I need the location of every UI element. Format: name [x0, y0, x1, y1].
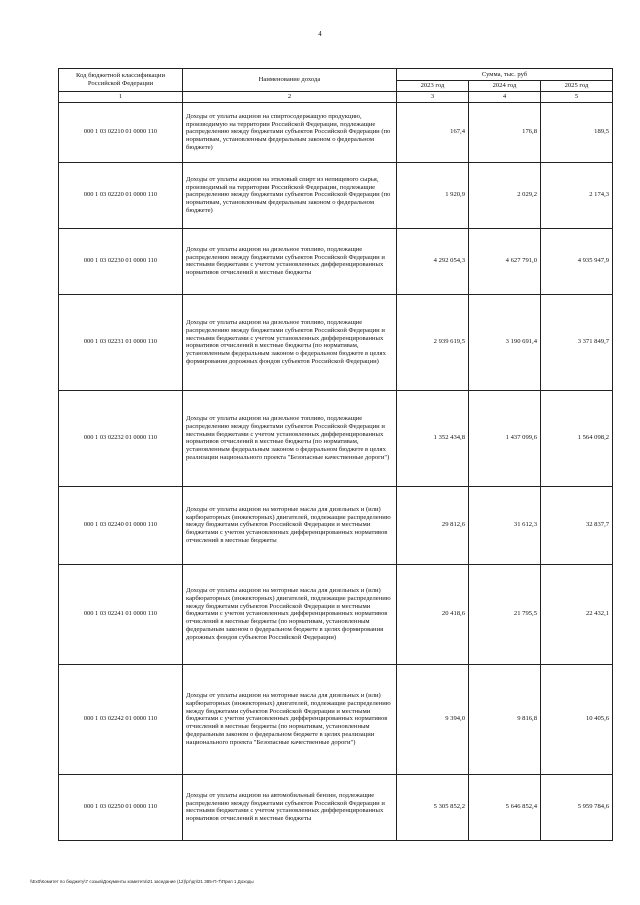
- row-value-2023: 29 812,6: [397, 486, 469, 564]
- table-row: [59, 390, 613, 486]
- row-value-2024: 3 190 691,4: [469, 294, 541, 390]
- column-number: 3: [397, 92, 469, 103]
- row-value-2024: 2 029,2: [469, 162, 541, 228]
- header-sum: Сумма, тыс. руб: [397, 69, 613, 81]
- revenue-table: [58, 68, 613, 841]
- column-number: 2: [183, 92, 397, 103]
- table-row: [59, 664, 613, 774]
- row-name: Доходы от уплаты акцизов на моторные масла для дизельных и (или) карбюраторных (инжекторных) двигателей, подлежащие распределению между бюджетами субъектов Российской Федерации и местными бюджетами с учетом установленных дифференцированных нормативов отчислений в местные бюджеты: [183, 486, 397, 564]
- column-number: 5: [541, 92, 613, 103]
- row-name: Доходы от уплаты акцизов на дизельное топливо, подлежащие распределению между бюджетами субъектов Российской Федерации и местными бюджетами с учетом установленных дифференцированных нормативов отчислений в местные бюджеты: [183, 228, 397, 294]
- column-number-row: [59, 92, 613, 103]
- row-name: Доходы от уплаты акцизов на дизельное топливо, подлежащие распределению между бюджетами субъектов Российской Федерации и местными бюджетами с учетом установленных дифференцированных нормативов отчислений в местные бюджеты (по нормативам, установленным федеральным законом о федеральном бюджете в целях реализации национального проекта "Безопасные качественные дороги"): [183, 390, 397, 486]
- row-value-2024: 21 795,5: [469, 564, 541, 664]
- row-value-2023: 4 292 054,3: [397, 228, 469, 294]
- table-row: [59, 228, 613, 294]
- table-row: [59, 294, 613, 390]
- row-value-2023: 2 939 619,5: [397, 294, 469, 390]
- row-value-2023: 1 920,9: [397, 162, 469, 228]
- table-row: [59, 564, 613, 664]
- table-row: [59, 774, 613, 840]
- row-code: 000 1 03 02242 01 0000 110: [59, 664, 183, 774]
- column-number: 4: [469, 92, 541, 103]
- table-row: [59, 486, 613, 564]
- column-number: 1: [59, 92, 183, 103]
- row-value-2025: 5 959 784,6: [541, 774, 613, 840]
- header-year-2023: 2023 год: [397, 81, 469, 92]
- row-code: 000 1 03 02210 01 0000 110: [59, 102, 183, 162]
- row-code: 000 1 03 02231 01 0000 110: [59, 294, 183, 390]
- row-name: Доходы от уплаты акцизов на моторные масла для дизельных и (или) карбюраторных (инжекторных) двигателей, подлежащие распределению между бюджетами субъектов Российской Федерации и местными бюджетами с учетом установленных дифференцированных нормативов отчислений в местные бюджеты (по нормативам, установленным федеральным законом о федеральном бюджете в целях реализации национального проекта "Безопасные качественные дороги"): [183, 664, 397, 774]
- row-value-2024: 9 816,8: [469, 664, 541, 774]
- row-value-2024: 31 612,3: [469, 486, 541, 564]
- header-year-2024: 2024 год: [469, 81, 541, 92]
- row-name: Доходы от уплаты акцизов на этиловый спирт из непищевого сырья, производимый на территории Российской Федерации, подлежащие распределению между бюджетами субъектов Российской Федерации (по нормативам, установленным федеральным законом о федеральном бюджете): [183, 162, 397, 228]
- row-value-2023: 1 352 434,8: [397, 390, 469, 486]
- table-row: [59, 162, 613, 228]
- row-value-2024: 4 627 791,0: [469, 228, 541, 294]
- row-value-2025: 10 405,6: [541, 664, 613, 774]
- row-code: 000 1 03 02220 01 0000 110: [59, 162, 183, 228]
- row-value-2024: 5 646 852,4: [469, 774, 541, 840]
- row-name: Доходы от уплаты акцизов на дизельное топливо, подлежащие распределению между бюджетами субъектов Российской Федерации и местными бюджетами с учетом установленных дифференцированных нормативов отчислений в местные бюджеты (по нормативам, установленным федеральным законом о федеральном бюджете в целях формирования дорожных фондов субъектов Российской Федерации): [183, 294, 397, 390]
- row-name: Доходы от уплаты акцизов на спиртосодержащую продукцию, производимую на территории Российской Федерации, подлежащие распределению между бюджетами субъектов Российской Федерации (по нормативам, установленным федеральным законом о федеральном бюджете): [183, 102, 397, 162]
- row-value-2023: 5 305 852,2: [397, 774, 469, 840]
- header-code: Код бюджетной классификации Российской Федерации: [59, 69, 183, 92]
- row-code: 000 1 03 02240 01 0000 110: [59, 486, 183, 564]
- footer-file-path: \\Ex0\Комитет по бюджету\7 созыв\Документы комитета\21 заседание (12)\рг\дп\21 385-П-7\Прил 1 Доходы: [30, 879, 254, 884]
- row-value-2025: 189,5: [541, 102, 613, 162]
- header-year-2025: 2025 год: [541, 81, 613, 92]
- header-name: Наименование дохода: [183, 69, 397, 92]
- page-number: 4: [318, 30, 322, 38]
- row-name: Доходы от уплаты акцизов на автомобильный бензин, подлежащие распределению между бюджетами субъектов Российской Федерации и местными бюджетами с учетом установленных дифференцированных нормативов отчислений в местные бюджеты: [183, 774, 397, 840]
- row-value-2025: 1 564 098,2: [541, 390, 613, 486]
- row-value-2025: 2 174,3: [541, 162, 613, 228]
- table-row: [59, 102, 613, 162]
- row-value-2024: 176,8: [469, 102, 541, 162]
- row-value-2023: 167,4: [397, 102, 469, 162]
- row-value-2024: 1 437 099,6: [469, 390, 541, 486]
- row-value-2025: 3 371 849,7: [541, 294, 613, 390]
- row-code: 000 1 03 02241 01 0000 110: [59, 564, 183, 664]
- row-name: Доходы от уплаты акцизов на моторные масла для дизельных и (или) карбюраторных (инжекторных) двигателей, подлежащие распределению между бюджетами субъектов Российской Федерации и местными бюджетами с учетом установленных дифференцированных нормативов отчислений в местные бюджеты (по нормативам, установленным федеральным законом о федеральном бюджете в целях формирования дорожных фондов субъектов Российской Федерации): [183, 564, 397, 664]
- row-value-2023: 20 418,6: [397, 564, 469, 664]
- row-code: 000 1 03 02232 01 0000 110: [59, 390, 183, 486]
- row-value-2023: 9 394,0: [397, 664, 469, 774]
- row-value-2025: 32 837,7: [541, 486, 613, 564]
- row-code: 000 1 03 02250 01 0000 110: [59, 774, 183, 840]
- row-value-2025: 4 935 947,9: [541, 228, 613, 294]
- row-code: 000 1 03 02230 01 0000 110: [59, 228, 183, 294]
- row-value-2025: 22 432,1: [541, 564, 613, 664]
